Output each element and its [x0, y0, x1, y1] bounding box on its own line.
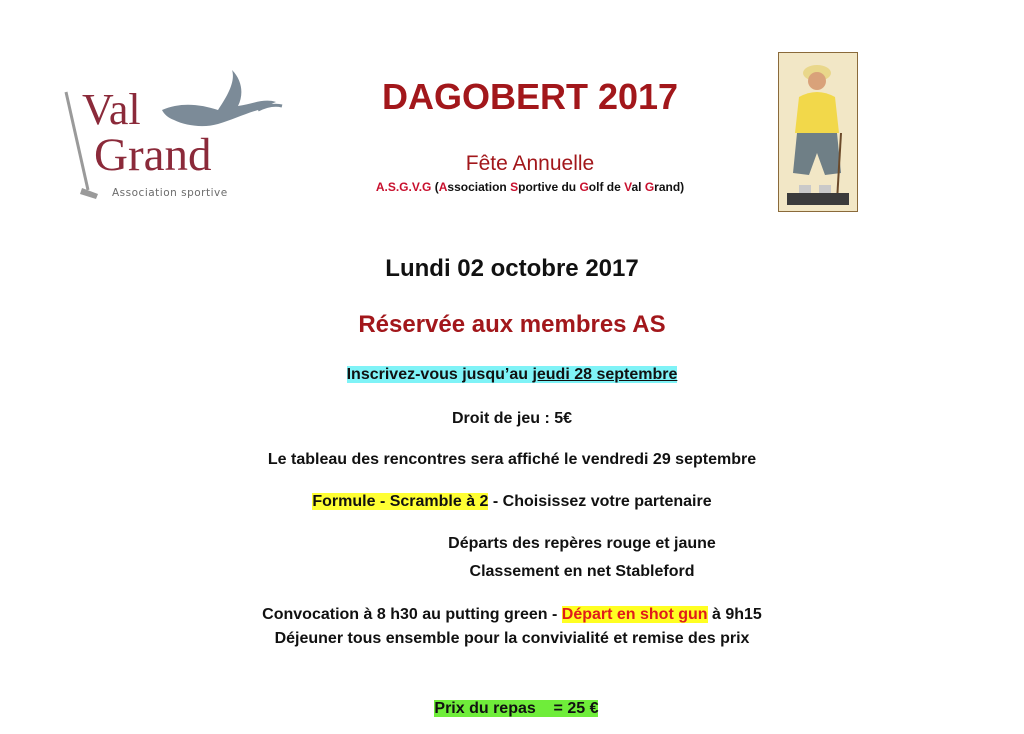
table-notice: Le tableau des rencontres sera affiché le vendredi 29 septembre — [267, 451, 757, 468]
acronym-word-val: al — [631, 180, 645, 194]
acronym-line — [18, 180, 1024, 194]
acronym-word-grand: rand) — [654, 180, 685, 194]
acronym-letter-g2: G — [644, 180, 655, 194]
logo-line-val: Val — [82, 85, 141, 134]
ranking-line: Classement en net Stableford — [469, 563, 695, 580]
page-title: DAGOBERT 2017 — [381, 76, 679, 117]
acronym-word-golf: olf de — [588, 180, 625, 194]
subtitle: Fête Annuelle — [465, 152, 595, 175]
formula-line — [0, 493, 1024, 511]
acronym-word-sportive: portive du — [518, 180, 580, 194]
acronym-abbr: A.S.G.V.G — [375, 180, 432, 194]
lunch-line: Déjeuner tous ensemble pour la convivialité et remise des prix — [274, 630, 750, 647]
acronym-open: ( — [431, 180, 439, 194]
acronym-letter-v: V — [624, 180, 632, 194]
formula-highlight: Formule - Scramble à 2 — [312, 493, 489, 510]
meal-price-highlight: Prix du repas = 25 € — [434, 700, 599, 717]
acronym-letter-g1: G — [579, 180, 589, 194]
logo-line-grand: Grand — [94, 129, 212, 181]
formula-rest: - Choisissez votre partenaire — [488, 493, 712, 510]
signup-prefix: Inscrivez-vous jusqu’au — [346, 366, 533, 383]
convocation-suffix: à 9h15 — [707, 606, 762, 623]
tees-line: Départs des repères rouge et jaune — [448, 535, 716, 552]
fee-line: Droit de jeu : 5€ — [451, 410, 573, 427]
signup-deadline: jeudi 28 septembre — [532, 366, 678, 383]
meal-price-line — [0, 682, 1024, 718]
shotgun-start-highlight: Départ en shot gun — [561, 606, 708, 623]
members-only-notice: Réservée aux membres AS — [358, 311, 666, 338]
acronym-word-association: ssociation — [447, 180, 511, 194]
convocation-prefix: Convocation à 8 h30 au putting green - — [262, 606, 562, 623]
acronym-letter-a: A — [438, 180, 448, 194]
acronym-letter-s: S — [510, 180, 519, 194]
event-date: Lundi 02 octobre 2017 — [385, 255, 639, 282]
logo-tagline: Association sportive — [112, 187, 228, 199]
convocation-line — [0, 606, 1024, 624]
signup-highlight — [347, 366, 678, 383]
signup-line — [0, 366, 1024, 384]
